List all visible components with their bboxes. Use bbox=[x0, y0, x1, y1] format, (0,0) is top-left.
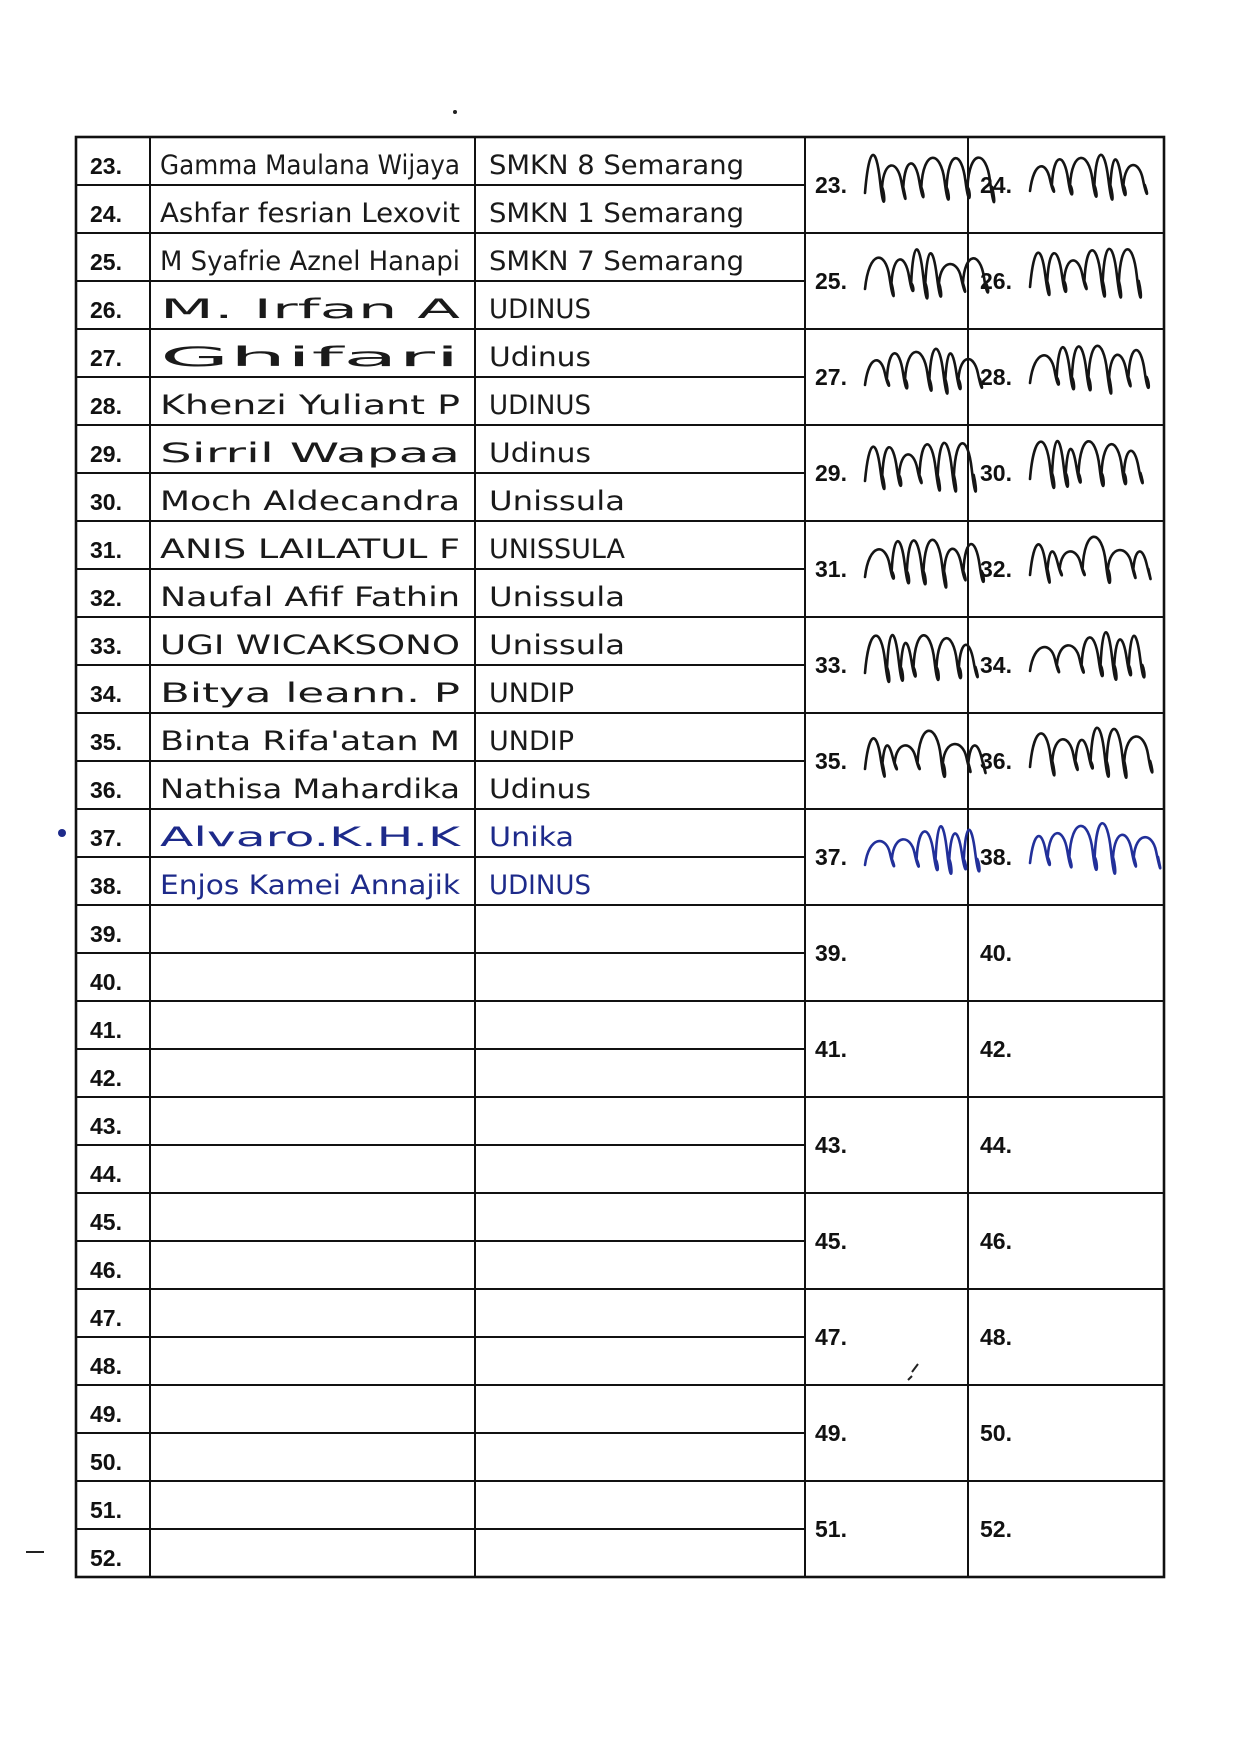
signature-scribble bbox=[865, 443, 976, 492]
signature-number: 52. bbox=[980, 1516, 1012, 1542]
signature-scribble bbox=[1030, 537, 1151, 583]
participant-institution: Unissula bbox=[489, 582, 625, 613]
attendance-rows bbox=[90, 150, 744, 1571]
signature-number: 31. bbox=[815, 556, 847, 582]
participant-institution: UNISSULA bbox=[489, 534, 626, 565]
signature-number: 40. bbox=[980, 940, 1012, 966]
participant-name: M. Irfan A bbox=[160, 294, 462, 325]
signature-number: 27. bbox=[815, 364, 847, 390]
table-row bbox=[90, 1065, 122, 1091]
row-number: 26. bbox=[90, 297, 122, 323]
row-number: 25. bbox=[90, 249, 122, 275]
scan-speck bbox=[58, 829, 66, 837]
row-number: 38. bbox=[90, 873, 122, 899]
table-row bbox=[90, 822, 574, 853]
participant-institution: SMKN 1 Semarang bbox=[489, 198, 744, 229]
signature-cell bbox=[815, 1036, 1012, 1062]
table-row bbox=[90, 246, 744, 277]
signature-grid bbox=[815, 155, 1160, 1542]
signature-number: 29. bbox=[815, 460, 847, 486]
signature-number: 28. bbox=[980, 364, 1012, 390]
participant-institution: Udinus bbox=[489, 438, 591, 469]
table-row bbox=[90, 921, 122, 947]
signature-scribble bbox=[1030, 441, 1143, 488]
table-row bbox=[90, 774, 591, 805]
row-number: 39. bbox=[90, 921, 122, 947]
signature-scribble bbox=[1030, 728, 1152, 778]
table-row bbox=[90, 198, 744, 229]
signature-number: 37. bbox=[815, 844, 847, 870]
participant-institution: UDINUS bbox=[489, 870, 591, 901]
table-row bbox=[90, 1209, 122, 1235]
signature-number: 24. bbox=[980, 172, 1012, 198]
signature-cell bbox=[815, 1228, 1012, 1254]
signature-scribble bbox=[865, 155, 994, 202]
row-number: 24. bbox=[90, 201, 122, 227]
signature-number: 26. bbox=[980, 268, 1012, 294]
row-number: 43. bbox=[90, 1113, 122, 1139]
signature-number: 38. bbox=[980, 844, 1012, 870]
row-number: 51. bbox=[90, 1497, 122, 1523]
row-number: 30. bbox=[90, 489, 122, 515]
participant-name: Alvaro.K.H.K bbox=[160, 822, 463, 853]
participant-name: Nathisa Mahardika bbox=[160, 774, 460, 805]
participant-name: Ghifari bbox=[160, 342, 460, 373]
signature-number: 45. bbox=[815, 1228, 847, 1254]
row-number: 41. bbox=[90, 1017, 122, 1043]
signature-scribble bbox=[1030, 346, 1149, 394]
row-number: 42. bbox=[90, 1065, 122, 1091]
signature-number: 46. bbox=[980, 1228, 1012, 1254]
participant-name: Ashfar fesrian Lexovit bbox=[160, 198, 460, 229]
participant-name: M Syafrie Aznel Hanapi bbox=[160, 246, 460, 277]
table-row bbox=[90, 1353, 122, 1379]
signature-number: 47. bbox=[815, 1324, 847, 1350]
signature-scribble bbox=[1030, 823, 1160, 873]
signature-cell bbox=[815, 537, 1151, 588]
participant-name: Enjos Kamei Annajik bbox=[160, 870, 461, 901]
table-row bbox=[90, 678, 574, 709]
table-row bbox=[90, 1305, 122, 1331]
signature-number: 42. bbox=[980, 1036, 1012, 1062]
signature-cell bbox=[815, 1420, 1012, 1446]
row-number: 34. bbox=[90, 681, 122, 707]
table-row bbox=[90, 1257, 122, 1283]
participant-institution: Udinus bbox=[489, 774, 591, 805]
row-number: 36. bbox=[90, 777, 122, 803]
signature-cell bbox=[815, 1132, 1012, 1158]
participant-institution: Unissula bbox=[489, 486, 625, 517]
signature-scribble bbox=[865, 826, 979, 873]
signature-number: 33. bbox=[815, 652, 847, 678]
row-number: 31. bbox=[90, 537, 122, 563]
signature-number: 44. bbox=[980, 1132, 1012, 1158]
participant-institution: UNDIP bbox=[489, 678, 574, 709]
participant-institution: Udinus bbox=[489, 342, 591, 373]
table-row bbox=[90, 438, 591, 469]
row-number: 46. bbox=[90, 1257, 122, 1283]
signature-number: 36. bbox=[980, 748, 1012, 774]
participant-institution: Unissula bbox=[489, 630, 625, 661]
row-number: 27. bbox=[90, 345, 122, 371]
participant-institution: UNDIP bbox=[489, 726, 574, 757]
table-row bbox=[90, 1449, 122, 1475]
table-row bbox=[90, 1113, 122, 1139]
row-number: 33. bbox=[90, 633, 122, 659]
signature-cell bbox=[815, 155, 1147, 202]
signature-number: 23. bbox=[815, 172, 847, 198]
pen-mark bbox=[908, 1364, 918, 1380]
signature-number: 50. bbox=[980, 1420, 1012, 1446]
signature-number: 41. bbox=[815, 1036, 847, 1062]
table-row bbox=[90, 582, 625, 613]
signature-cell bbox=[815, 940, 1012, 966]
signature-cell bbox=[815, 1324, 1012, 1350]
signature-scribble bbox=[865, 349, 982, 394]
table-row bbox=[90, 726, 574, 757]
table-row bbox=[90, 390, 591, 421]
signature-number: 25. bbox=[815, 268, 847, 294]
row-number: 44. bbox=[90, 1161, 122, 1187]
participant-name: Bitya leann. P bbox=[160, 678, 460, 709]
row-number: 35. bbox=[90, 729, 122, 755]
row-number: 37. bbox=[90, 825, 122, 851]
signature-number: 35. bbox=[815, 748, 847, 774]
table-row bbox=[90, 1161, 122, 1187]
participant-name: UGI WICAKSONO bbox=[160, 630, 460, 661]
participant-name: Gamma Maulana Wijaya bbox=[160, 150, 460, 181]
signature-cell bbox=[815, 728, 1152, 778]
table-row bbox=[90, 870, 591, 901]
signature-scribble bbox=[1030, 632, 1144, 679]
signature-cell bbox=[815, 249, 1141, 299]
participant-name: Naufal Afif Fathin bbox=[160, 582, 460, 613]
row-number: 40. bbox=[90, 969, 122, 995]
signature-scribble bbox=[1030, 249, 1141, 298]
signature-scribble bbox=[865, 635, 978, 682]
signature-scribble bbox=[865, 540, 984, 588]
row-number: 32. bbox=[90, 585, 122, 611]
signature-cell bbox=[815, 632, 1144, 682]
row-number: 45. bbox=[90, 1209, 122, 1235]
row-number: 52. bbox=[90, 1545, 122, 1571]
row-number: 28. bbox=[90, 393, 122, 419]
signature-cell bbox=[815, 1516, 1012, 1542]
participant-name: Khenzi Yuliant P bbox=[160, 390, 460, 421]
row-number: 50. bbox=[90, 1449, 122, 1475]
participant-name: Moch Aldecandra bbox=[160, 486, 460, 517]
row-number: 48. bbox=[90, 1353, 122, 1379]
table-row bbox=[90, 534, 626, 565]
signature-scribble bbox=[1030, 155, 1147, 200]
table-row bbox=[90, 1401, 122, 1427]
signature-number: 49. bbox=[815, 1420, 847, 1446]
signature-number: 34. bbox=[980, 652, 1012, 678]
signature-scribble bbox=[865, 249, 988, 298]
table-row bbox=[90, 1497, 122, 1523]
signature-cell bbox=[815, 441, 1143, 491]
row-number: 47. bbox=[90, 1305, 122, 1331]
signature-number: 32. bbox=[980, 556, 1012, 582]
signature-cell bbox=[815, 346, 1149, 394]
participant-name: Sirril Wapaa bbox=[160, 438, 460, 469]
signature-number: 48. bbox=[980, 1324, 1012, 1350]
table-row bbox=[90, 969, 122, 995]
table-row bbox=[90, 294, 591, 325]
row-number: 29. bbox=[90, 441, 122, 467]
participant-name: Binta Rifa'atan M bbox=[160, 726, 460, 757]
participant-name: ANIS LAILATUL F bbox=[160, 534, 460, 565]
table-row bbox=[90, 1017, 122, 1043]
participant-institution: Unika bbox=[489, 822, 574, 853]
signature-number: 39. bbox=[815, 940, 847, 966]
signature-number: 51. bbox=[815, 1516, 847, 1542]
signature-number: 30. bbox=[980, 460, 1012, 486]
table-row bbox=[90, 486, 625, 517]
participant-institution: SMKN 8 Semarang bbox=[489, 150, 744, 181]
signature-cell bbox=[815, 823, 1160, 873]
row-number: 49. bbox=[90, 1401, 122, 1427]
table-row bbox=[90, 630, 625, 661]
participant-institution: UDINUS bbox=[489, 294, 591, 325]
scan-speck bbox=[453, 110, 457, 114]
row-number: 23. bbox=[90, 153, 122, 179]
table-row bbox=[90, 150, 744, 181]
participant-institution: SMKN 7 Semarang bbox=[489, 246, 744, 277]
table-row bbox=[90, 1545, 122, 1571]
participant-institution: UDINUS bbox=[489, 390, 591, 421]
table-row bbox=[90, 342, 591, 373]
signature-number: 43. bbox=[815, 1132, 847, 1158]
